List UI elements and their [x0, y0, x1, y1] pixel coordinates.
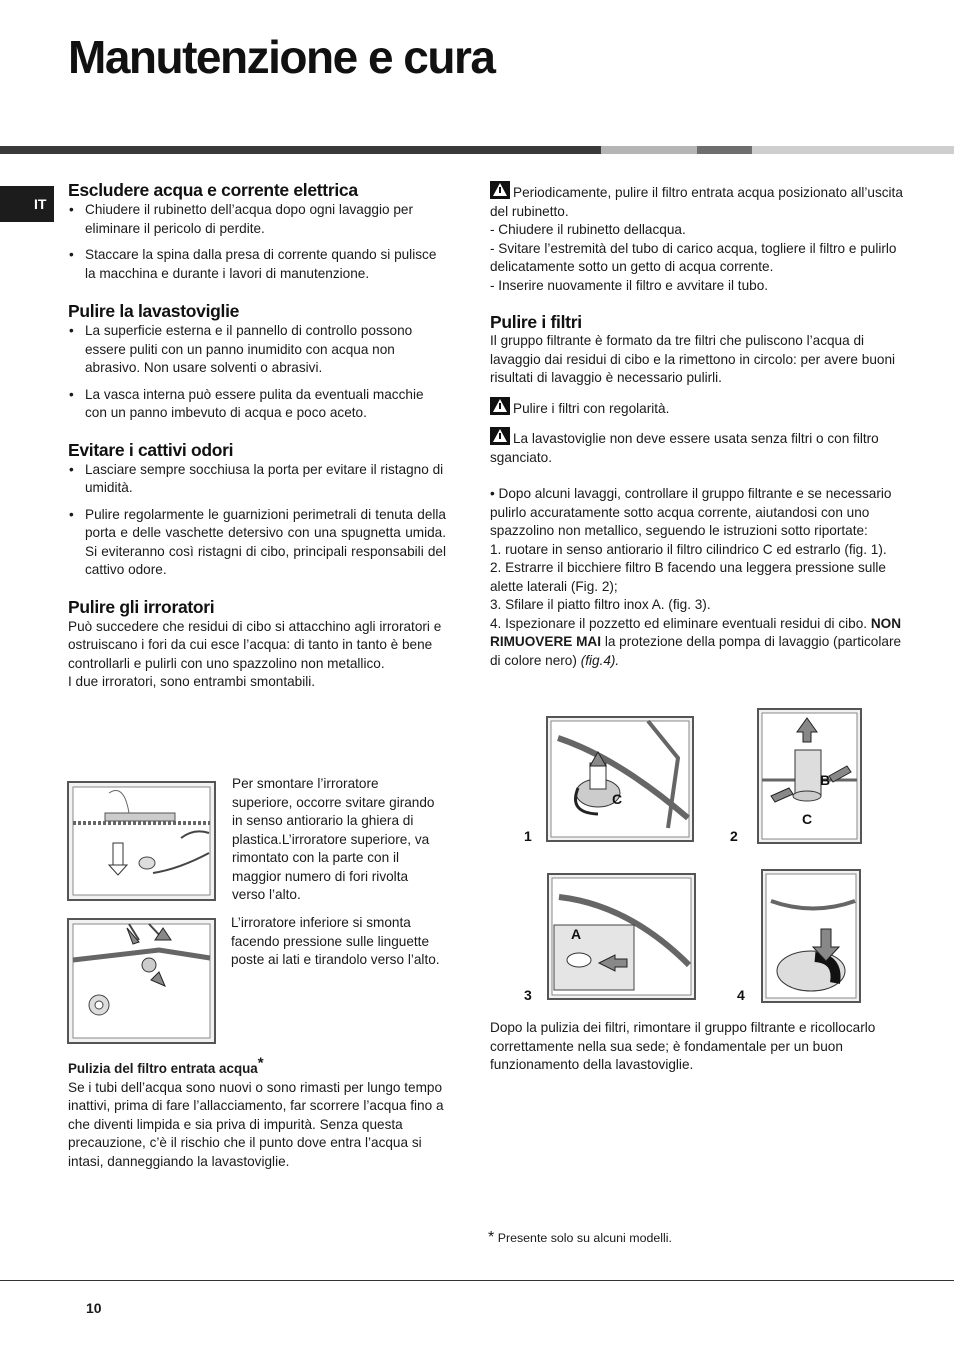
list-item: • La superficie esterna e il pannello di controllo possono essere puliti con un panno inumidito con acqua non abrasivo. Non usare solventi o abrasivi. [68, 322, 446, 378]
paragraph: L’irroratore inferiore si smonta facendo pressione sulle linguette poste ai lati e tirandolo verso l’alto. [231, 915, 440, 967]
step-item [490, 615, 908, 671]
figure-callout: A [571, 926, 582, 942]
section-heading: Evitare i cattivi odori [68, 439, 234, 460]
warning-text: La lavastoviglie non deve essere usata senza filtri o con filtro sganciato. [490, 431, 879, 465]
warning-icon [490, 397, 510, 415]
list-item: • Lasciare sempre socchiusa la porta per evitare il ristagno di umidità. [68, 461, 446, 498]
section-heading: Pulire i filtri [490, 312, 582, 332]
filter-figure-4 [761, 869, 861, 1003]
figure-number: 3 [524, 987, 532, 1003]
warning-text: Pulire i filtri con regolarità. [513, 400, 670, 416]
paragraph [490, 397, 908, 419]
filter-figure-3 [547, 873, 696, 1000]
section-heading: Pulire gli irroratori [68, 596, 215, 617]
warning-icon [490, 181, 510, 199]
page-title: Manutenzione e cura [68, 31, 495, 83]
inlet-filter-heading-text: Pulizia del filtro entrata acqua [68, 1061, 258, 1076]
paragraph: - Chiudere il rubinetto dellacqua. [490, 222, 686, 237]
paragraph [490, 181, 908, 221]
filter-figure-1 [546, 716, 694, 842]
figure-callout: B [820, 772, 831, 788]
paragraph: • Dopo alcuni lavaggi, controllare il gruppo filtrante e se necessario pulirlo accuratamente sotto acqua corrente, aiutandosi con uno spazzolino non metallico, seguendo le istruzioni sotto riportate: [490, 486, 892, 538]
paragraph: - Svitare l’estremità del tubo di carico acqua, togliere il filtro e pulirlo delicatamente sotto un getto di acqua corrente. [490, 240, 897, 274]
paragraph: Il gruppo filtrante è formato da tre filtri che puliscono l’acqua di lavaggio dai residui di cibo e la rimettono in circolo: per avere buoni risultati di lavaggio è necessario pulirli. [490, 333, 896, 385]
warning-emphasis: NON RIMUOVERE MAI [490, 615, 902, 649]
section-heading: Escludere acqua e corrente elettrica [68, 180, 358, 200]
figure-callout: C [802, 811, 813, 827]
list-item: • Pulire regolarmente le guarnizioni perimetrali di tenuta della porta e delle vaschette detersivo con una spugnetta umida. Si eviteranno così ristagni di cibo, principali responsabili del cattivo odore. [68, 506, 446, 580]
section-heading: Pulire la lavastoviglie [68, 301, 240, 321]
list-item: • Chiudere il rubinetto dell’acqua dopo ogni lavaggio per eliminare il pericolo di perdite. [68, 201, 446, 238]
paragraph: Può succedere che residui di cibo si attacchino agli irroratori e ostruiscano i fori da cui esce l’acqua: di tanto in tanto è bene controllarli e pulirli con uno spazzolino non metallico. [68, 618, 442, 671]
inlet-filter-section [68, 1054, 446, 1171]
asterisk: * [257, 1054, 264, 1072]
paragraph: Per smontare l’irroratore superiore, occorre svitare girando in senso antiorario la ghiera di plastica.L’irroratore superiore, va rimontato con la parte con il maggior numero di fori rivolta verso l’alto. [232, 776, 435, 902]
footnote [488, 1229, 788, 1248]
warning-icon [490, 427, 510, 445]
lower-sprayer-illustration [67, 918, 216, 1044]
after-cleaning-text [490, 1019, 906, 1075]
upper-sprayer-illustration [67, 781, 216, 901]
step-text: 4. Ispezionare il pozzetto ed eliminare eventuali residui di cibo. [490, 615, 868, 631]
paragraph: Se i tubi dell’acqua sono nuovi o sono rimasti per lungo tempo inattivi, prima di fare l’allacciamento, far scorrere l’acqua fino a che diventi limpida e sia priva di impurità. Senza questa precauzione, c’è il rischio che il punto dove entra l’acqua si intasi, danneggiando la lavastoviglie. [68, 1079, 444, 1169]
list-item: • La vasca interna può essere pulita da eventuali macchie con un panno imbevuto di acqua e poco aceto. [68, 386, 446, 423]
step-item: 1. ruotare in senso antiorario il filtro cilindrico C ed estrarlo (fig. 1). [490, 541, 887, 557]
lower-sprayer-text-block [231, 914, 446, 970]
figure-number: 4 [737, 987, 745, 1003]
left-column [68, 180, 446, 692]
figure-number: 2 [730, 828, 738, 844]
figure-reference: (fig.4). [580, 652, 620, 668]
footer-divider [0, 1280, 954, 1281]
section-heading [68, 1054, 446, 1079]
figure-number: 1 [524, 828, 532, 844]
warning-text: Periodicamente, pulire il filtro entrata acqua posizionato all’uscita del rubinetto. [490, 185, 903, 219]
paragraph: - Inserire nuovamente il filtro e avvitare il tubo. [490, 277, 769, 293]
step-item: 2. Estrarre il bicchiere filtro B facendo una leggera pressione sulle alette laterali (Fig. 2); [490, 560, 886, 594]
page-number: 10 [86, 1300, 102, 1316]
language-tab: IT [0, 186, 54, 222]
paragraph: Dopo la pulizia dei filtri, rimontare il gruppo filtrante e ricollocarlo correttamente nella sua sede; è fondamentale per un buon funzionamento della lavastoviglie. [490, 1020, 876, 1072]
footnote-text: Presente solo su alcuni modelli. [497, 1231, 672, 1245]
right-column [490, 181, 908, 670]
step-text: la protezione della pompa di lavaggio (particolare di colore nero) [490, 634, 902, 668]
footnote-asterisk: * [488, 1229, 495, 1246]
list-item: • Staccare la spina dalla presa di corrente quando si pulisce la macchina e durante i lavori di manutenzione. [68, 246, 446, 283]
figure-callout: C [612, 791, 623, 807]
upper-sprayer-text-block [232, 775, 437, 905]
paragraph [490, 427, 908, 467]
header-bar [0, 146, 954, 154]
step-item: 3. Sfilare il piatto filtro inox A. (fig. 3). [490, 597, 711, 612]
paragraph: I due irroratori, sono entrambi smontabili. [68, 674, 316, 689]
